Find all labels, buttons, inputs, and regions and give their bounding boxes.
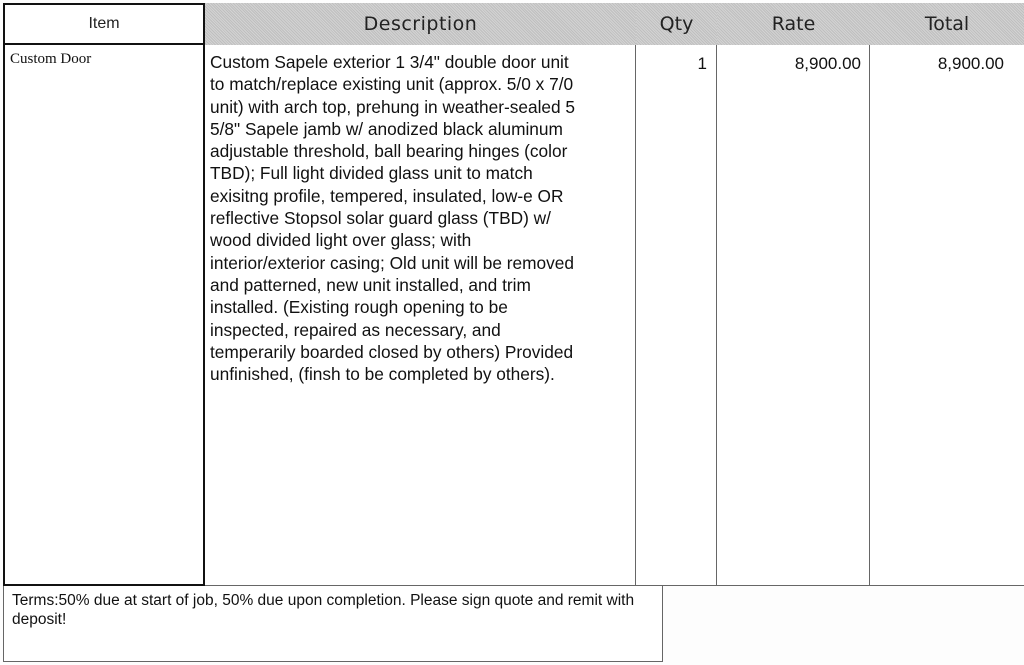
item-cell [3,45,205,586]
header-qty: Qty [636,3,717,45]
qty-cell [636,45,717,586]
description-cell [205,45,636,586]
item-qty: 1 [697,54,707,73]
item-rate: 8,900.00 [794,54,861,73]
item-description: Custom Sapele exterior 1 3/4" double door unit to match/replace existing unit (approx. 5/0 x 7/0 unit) with arch top, prehung in weather-sealed 5 5/8" Sapele jamb w/ anodized black aluminum adjustable threshold, ball bearing hinges (color TBD); Full light divided glass unit to match exisitng profile, tempered, insulated, low-e OR reflective Stopsol solar guard glass (TBD) w/ wood divided light over glass; with interior/exterior casing; Old unit will be removed and patterned, new unit installed, and trim installed. (Existing rough opening to be inspected, repaired as necessary, and temperarily boarded closed by others) Provided unfinished, (finsh to be completed by others). [210,52,576,385]
header-description: Description [205,3,636,45]
header-total: Total [870,3,1024,45]
item-total: 8,900.00 [937,54,1004,73]
header-rate: Rate [717,3,870,45]
rate-cell [717,45,870,586]
terms-box: Terms:50% due at start of job, 50% due upon completion. Please sign quote and remit with deposit! [3,586,663,662]
total-cell [870,45,1024,586]
header-item: Item [3,3,205,45]
item-name: Custom Door [10,51,92,67]
